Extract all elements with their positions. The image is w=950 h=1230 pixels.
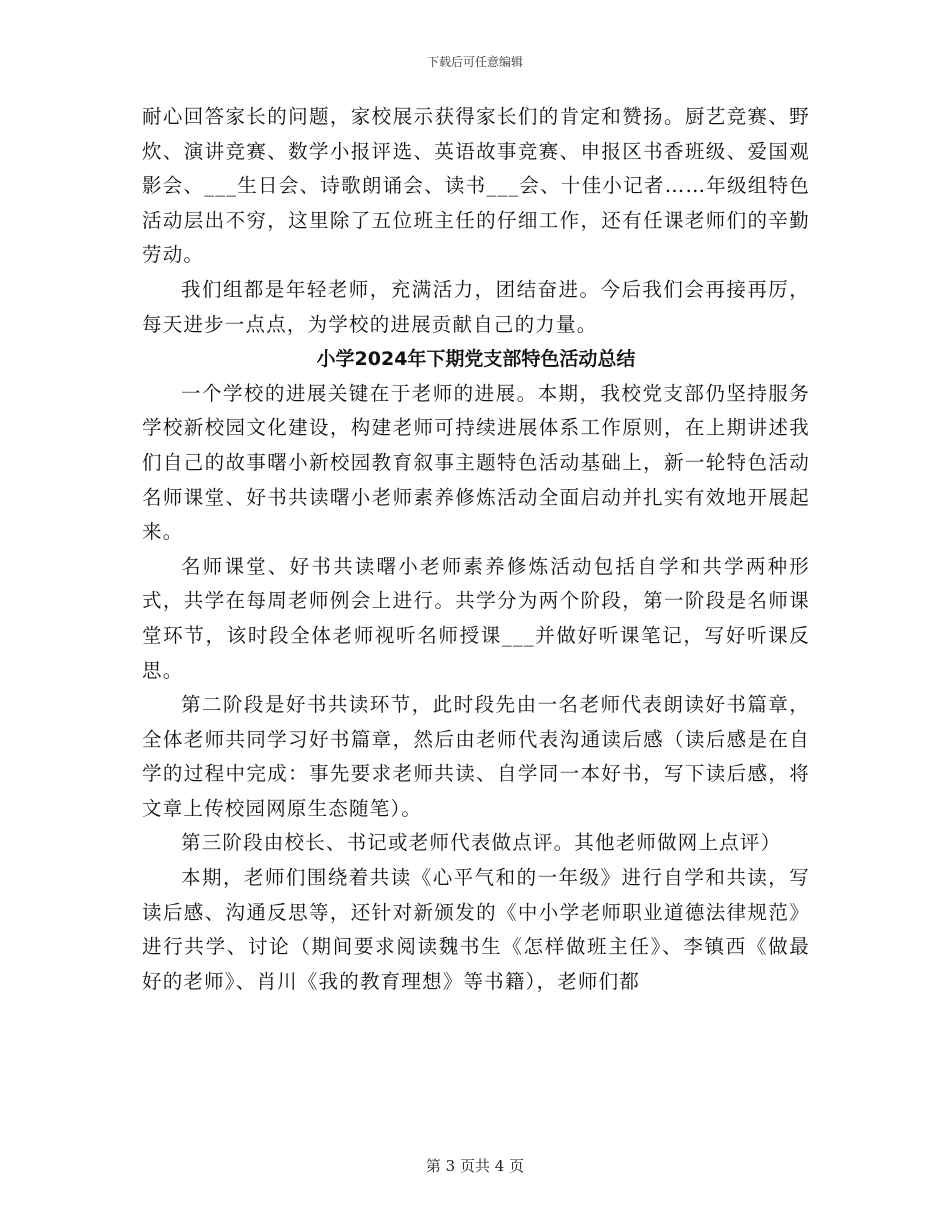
paragraph-6: 第三阶段由校长、书记或老师代表做点评。其他老师做网上点评）: [181, 831, 782, 855]
section-heading: 小学2024年下期党支部特色活动总结: [316, 348, 636, 371]
paragraph-4: 名师课堂、好书共读曙小老师素养修炼活动包括自学和共学两种形式，共学在每周老师例会上进行。共学分为两个阶段，第一阶段是名师课堂环节，该时段全体老师视听名师授课___并做好听课笔记，写好听课反思。: [142, 554, 810, 682]
document-body: [142, 100, 810, 999]
paragraph-7: 本期，老师们围绕着共读《心平气和的一年级》进行自学和共读，写读后感、沟通反思等，还针对新颁发的《中小学老师职业道德法律规范》进行共学、讨论（期间要求阅读魏书生《怎样做班主任》、李镇西《做最好的老师》、肖川《我的教育理想》等书籍），老师们都: [142, 866, 810, 993]
paragraph-1: 耐心回答家长的问题，家校展示获得家长们的肯定和赞扬。厨艺竞赛、野炊、演讲竞赛、数学小报评选、英语故事竞赛、申报区书香班级、爱国观影会、___生日会、诗歌朗诵会、读书___会、十佳小记者……年级组特色活动层出不穷，这里除了五位班主任的仔细工作，还有任课老师们的辛勤劳动。: [142, 105, 810, 267]
page-header: 下载后可任意编辑: [426, 55, 523, 69]
page-footer: 第 3 页共 4 页: [425, 1157, 525, 1175]
paragraph-5: 第二阶段是好书共读环节，此时段先由一名老师代表朗读好书篇章，全体老师共同学习好书篇章，然后由老师代表沟通读后感（读后感是在自学的过程中完成：事先要求老师共读、自学同一本好书，写下读后感，将文章上传校园网原生态随笔）。: [142, 693, 810, 820]
paragraph-3: 一个学校的进展关键在于老师的进展。本期，我校党支部仍坚持服务学校新校园文化建设，构建老师可持续进展体系工作原则，在上期讲述我们自己的故事曙小新校园教育叙事主题特色活动基础上，新一轮特色活动名师课堂、好书共读曙小老师素养修炼活动全面启动并扎实有效地开展起来。: [142, 381, 810, 544]
paragraph-2: 我们组都是年轻老师，充满活力，团结奋进。今后我们会再接再厉，每天进步一点点，为学校的进展贡献自己的力量。: [142, 277, 810, 336]
